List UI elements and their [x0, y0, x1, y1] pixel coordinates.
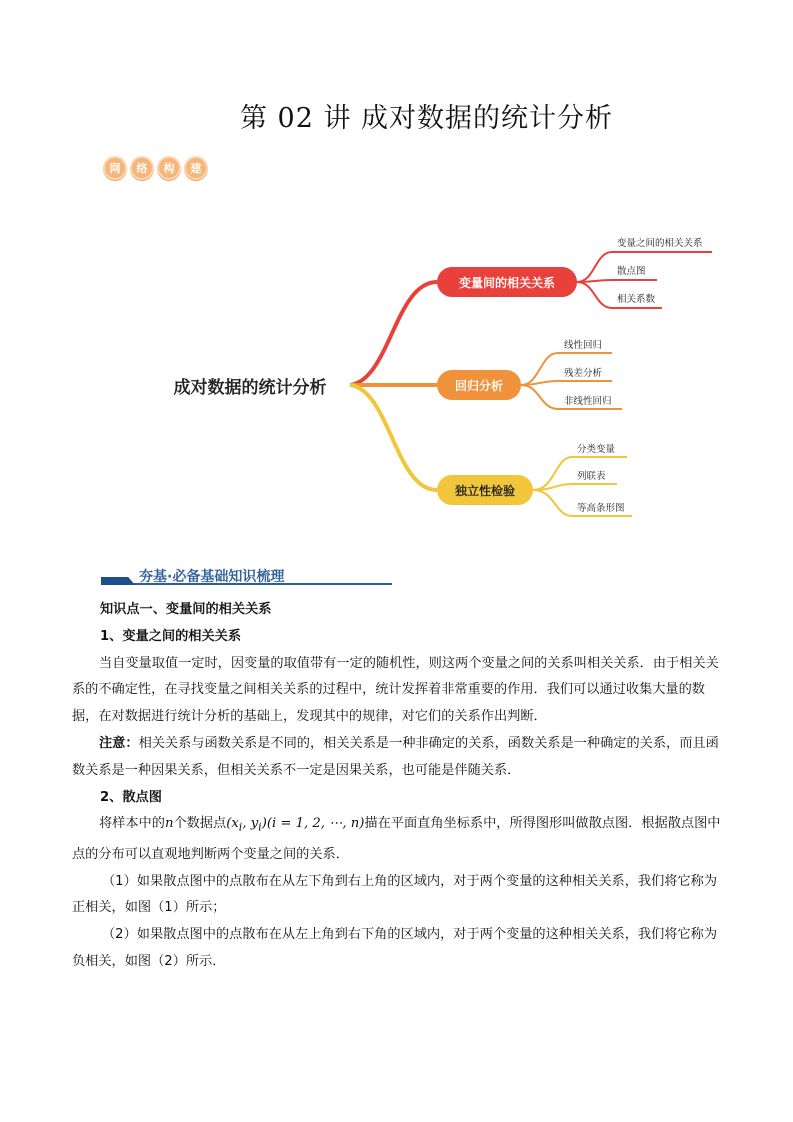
- mindmap-connector: [350, 385, 437, 490]
- content-body: [72, 597, 722, 976]
- badge-char: 建: [184, 156, 208, 180]
- mindmap-leaf: 分类变量: [577, 444, 616, 455]
- note-paragraph: [72, 731, 722, 785]
- math-part: , y: [242, 816, 259, 832]
- math-n: n: [164, 816, 174, 832]
- badge-char: 网: [103, 156, 127, 180]
- paragraph: （2）如果散点图中的点散布在从左上角到右下角的区域内，对于两个变量的这种相关关系，我们将它称为负相关，如图（2）所示．: [72, 927, 718, 969]
- section-header: [101, 566, 392, 588]
- mindmap-connector: [350, 282, 437, 385]
- mindmap-leaf: 线性回归: [564, 340, 603, 351]
- badge-char: 络: [130, 156, 154, 180]
- paragraph: （1）如果散点图中的点散布在从左下角到右上角的区域内，对于两个变量的这种相关关系，我们将它称为正相关，如图（1）所示；: [72, 873, 718, 916]
- section-accent: [101, 577, 135, 585]
- subsection-heading: 1、变量之间的相关关系: [100, 628, 242, 644]
- math-expression: [226, 816, 365, 835]
- knowledge-point-heading: 知识点一、变量间的相关关系: [100, 602, 272, 617]
- text-run: 个数据点: [173, 816, 227, 832]
- mindmap-leaf: 残差分析: [564, 368, 603, 379]
- math-sub: i: [238, 821, 243, 835]
- paragraph: 当自变量取值一定时，因变量的取值带有一定的随机性，则这两个变量之间的关系叫相关关系．由于相关关系的不确定性，在寻找变量之间相关关系的过程中，统计发挥着非常重要的作用．我们可以通过收集大量的数据，在对数据进行统计分析的基础上，发现其中的规律，对它们的关系作出判断．: [72, 655, 719, 725]
- mindmap-branch-label: 回归分析: [454, 379, 504, 393]
- page-title: 第 02 讲 成对数据的统计分析: [239, 103, 614, 134]
- mindmap-leaf: 等高条形图: [577, 503, 625, 514]
- mindmap-connector: [521, 381, 612, 385]
- math-part: )(i = 1, 2, ⋯, n): [261, 816, 365, 832]
- mindmap-root: 成对数据的统计分析: [173, 378, 327, 398]
- mindmap-leaf: 变量之间的相关关系: [617, 238, 703, 249]
- math-sub: i: [258, 821, 262, 835]
- badge-char: 构: [157, 156, 181, 180]
- note-text: 相关关系与函数关系是不同的，相关关系是一种非确定的关系，函数关系是一种确定的关系，而且函数关系是一种因果关系，但相关关系不一定是因果关系，也可能是伴随关系．: [72, 735, 719, 778]
- mindmap-leaf: 非线性回归: [564, 396, 612, 407]
- text-run: 描在平面直角坐标系中，所得图形叫做散点图．根据散点图中点的分布可以直观地判断两个变量之间的关系．: [72, 816, 721, 862]
- mindmap-leaf: 列联表: [577, 471, 606, 482]
- section-title: 夯基·必备基础知识梳理: [139, 569, 285, 585]
- math-part: (x: [226, 816, 239, 832]
- network-build-badge: [103, 156, 208, 180]
- mindmap-leaf: 散点图: [617, 266, 646, 277]
- subsection-heading: 2、散点图: [100, 789, 162, 805]
- mindmap-connector: [577, 280, 657, 282]
- mindmap-branch-label: 独立性检验: [454, 484, 516, 498]
- note-label: 注意：: [99, 735, 139, 751]
- paragraph: [72, 811, 722, 868]
- mindmap-leaf: 相关系数: [617, 294, 656, 305]
- text-run: 将样本中的: [99, 816, 165, 832]
- mindmap-branch-label: 变量间的相关关系: [458, 276, 556, 290]
- mind-map: [0, 220, 793, 530]
